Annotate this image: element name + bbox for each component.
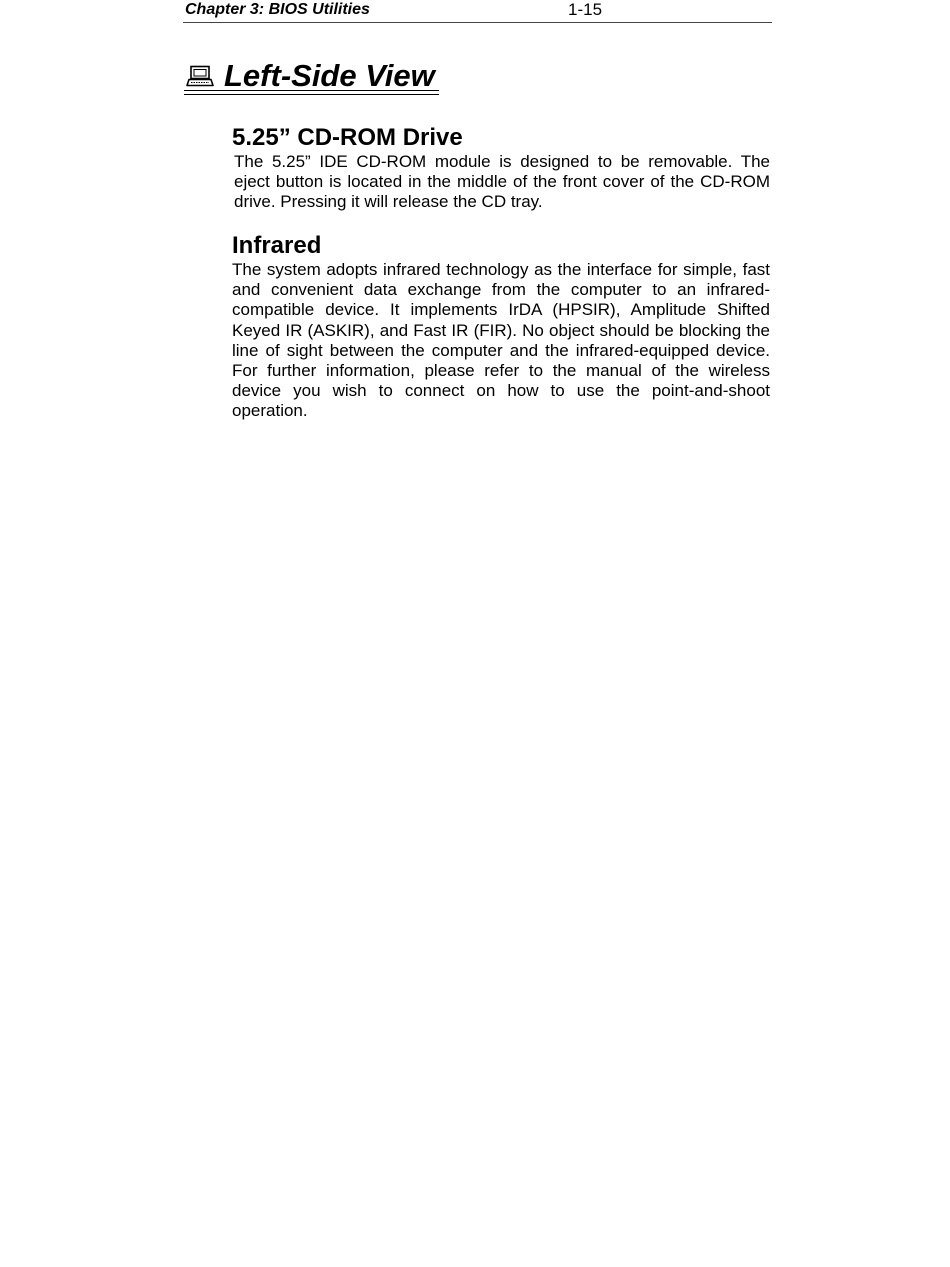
subsection-body: The 5.25” IDE CD-ROM module is designed to be removable. The eject button is located in the middle of the front cover of the CD-ROM drive. Pressing it will release the CD tray. [234,152,770,212]
section-title: Left-Side View [224,58,435,93]
page-number: 1-15 [568,0,603,19]
subsection-infrared [232,232,770,422]
subsection-cdrom-drive [232,124,770,213]
running-header [183,0,772,23]
section-heading [184,57,440,97]
title-underline-second [184,94,439,95]
subsection-body: The system adopts infrared technology as the interface for simple, fast and convenient data exchange from the computer to an infrared-compatible device. It implements IrDA (HPSIR), Amplitude Shifted Keyed IR (ASKIR), and Fast IR (FIR). No object should be blocking the line of sight between the computer and the infrared-equipped device. For further information, please refer to the manual of the wireless device you wish to connect on how to use the point-and-shoot operation. [232,260,770,421]
subsection-heading: 5.25” CD-ROM Drive [232,124,463,151]
laptop-icon [186,65,214,89]
title-underline [184,90,439,91]
chapter-title: Chapter 3: BIOS Utilities [185,1,370,18]
subsection-heading: Infrared [232,232,322,259]
